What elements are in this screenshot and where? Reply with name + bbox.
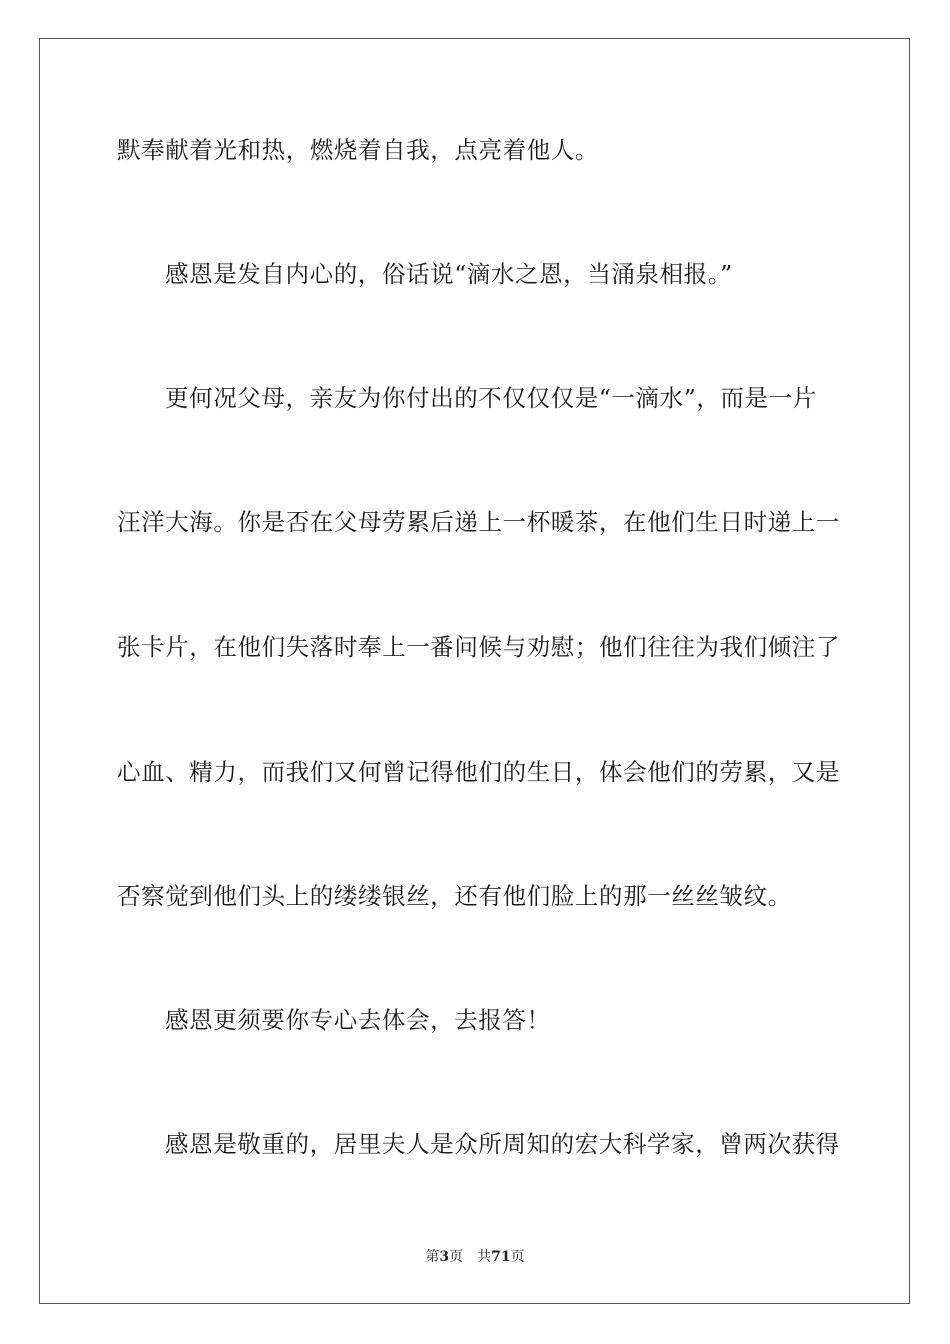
paragraph-start-line: 感恩是发自内心的，俗话说“滴水之恩，当涌泉相报。” (165, 260, 733, 288)
paragraph-start-line: 感恩更须要你专心去体会，去报答！ (165, 1006, 551, 1034)
total-suffix: 页 (510, 1249, 525, 1265)
page-border (39, 38, 910, 1304)
paragraph-start-line: 更何况父母，亲友为你付出的不仅仅仅是“一滴水”，而是一片 (165, 384, 817, 412)
page-number: 3 (439, 1249, 450, 1265)
text-line: 默奉献着光和热，燃烧着自我，点亮着他人。 (117, 136, 599, 164)
page-footer (0, 1248, 950, 1266)
text-line: 汪洋大海。你是否在父母劳累后递上一杯暖茶，在他们生日时递上一 (117, 508, 840, 536)
text-line: 心血、精力，而我们又何曾记得他们的生日，体会他们的劳累，又是 (117, 758, 840, 786)
paragraph-start-line: 感恩是敬重的，居里夫人是众所周知的宏大科学家，曾两次获得 (165, 1130, 840, 1158)
text-line: 张卡片，在他们失落时奉上一番问候与劝慰；他们往往为我们倾注了 (117, 633, 840, 661)
total-prefix: 共 (477, 1249, 492, 1265)
page-prefix: 第 (425, 1249, 440, 1265)
total-pages: 71 (491, 1249, 511, 1265)
page-suffix: 页 (449, 1249, 464, 1265)
text-line: 否察觉到他们头上的缕缕银丝，还有他们脸上的那一丝丝皱纹。 (117, 882, 792, 910)
